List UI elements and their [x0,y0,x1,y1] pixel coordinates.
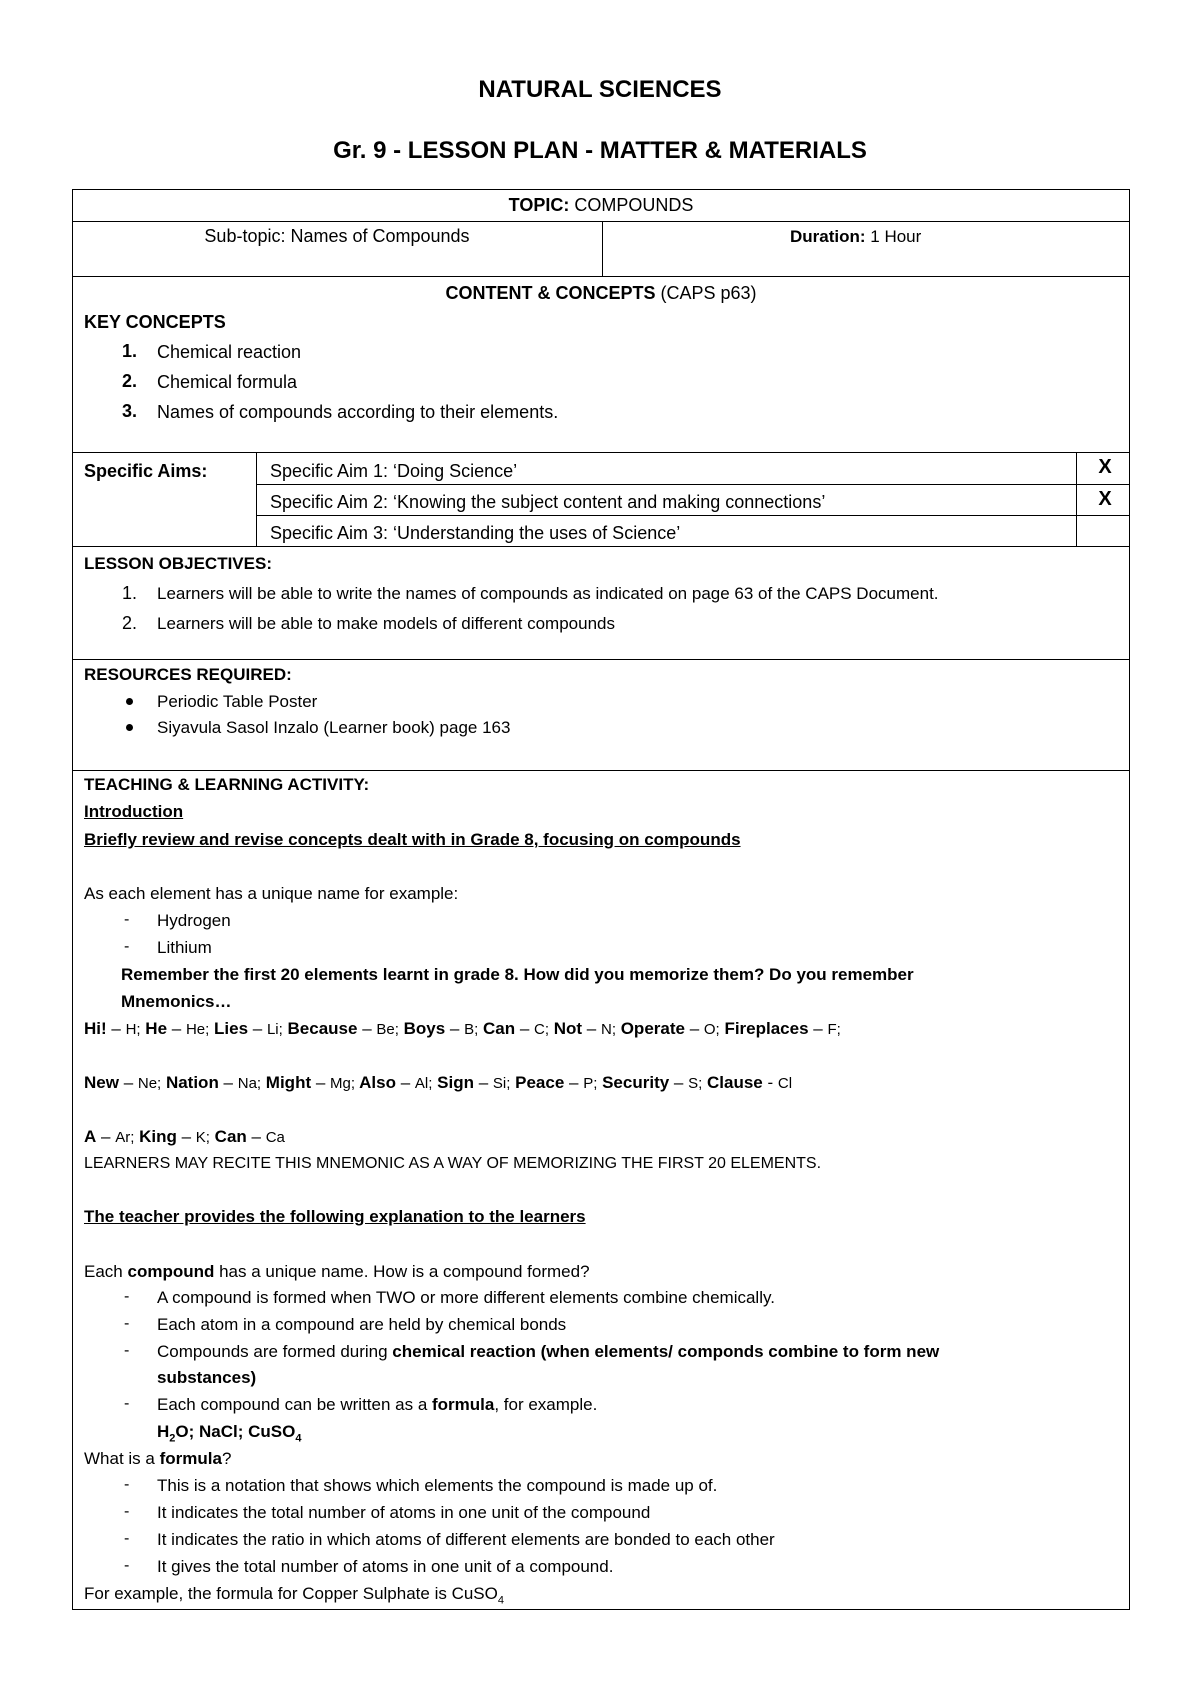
dash-marker: - [124,1342,130,1359]
mnemonic-separator: – [118,1073,138,1092]
resource-item: Periodic Table Poster [157,692,318,711]
mnemonic-symbol: O; [703,1021,720,1038]
mnemonic-separator: – [106,1019,126,1038]
key-concepts-label: KEY CONCEPTS [84,312,226,332]
mnemonic-row [84,1072,792,1095]
compound-point-continued: substances) [157,1368,257,1387]
mnemonic-symbol: Al; [414,1075,433,1092]
mnemonic-separator: – [684,1019,704,1038]
mnemonic-separator: - [762,1073,778,1092]
mnemonic-symbol: K; [195,1129,210,1146]
mnemonic-separator: – [96,1127,116,1146]
mnemonic-separator: – [669,1073,689,1092]
dash-marker: - [124,1315,130,1332]
mnemonic-word: New [84,1073,119,1092]
resource-item: Siyavula Sasol Inzalo (Learner book) page 163 [157,718,511,737]
mnemonic-symbol: Ca [265,1129,285,1146]
mnemonic-word: Can [478,1019,516,1038]
formula-point: It gives the total number of atoms in one unit of a compound. [157,1557,614,1576]
mnemonic-row [84,1126,285,1149]
mnemonic-symbol: Be; [376,1021,399,1038]
compound-point: Compounds are formed during chemical reaction (when elements/ componds combine to form new [157,1342,940,1361]
mnemonic-word: A [84,1127,97,1146]
mnemonic-row [84,1018,841,1041]
mnemonic-symbol: N; [600,1021,616,1038]
concept-item: Chemical reaction [157,342,302,362]
mnemonic-word: Security [597,1073,670,1092]
mnemonic-symbol: Si; [492,1075,511,1092]
copper-example: For example, the formula for Copper Sulphate is CuSO$_4$ [84,1584,504,1607]
mnemonic-word: Also [355,1073,396,1092]
mnemonic-separator: – [564,1073,584,1092]
mnemonic-word: Boys [398,1019,446,1038]
mnemonic-separator: – [395,1073,415,1092]
mnemonic-symbol: B; [464,1021,479,1038]
row-divider [256,515,1129,516]
review-heading: Briefly review and revise concepts dealt with in Grade 8, focusing on compounds [84,830,741,849]
compound-point: Each atom in a compound are held by chemical bonds [157,1315,567,1334]
compound-question: Each compound has a unique name. How is a compound formed? [84,1262,590,1281]
concept-item: Names of compounds according to their elements. [157,402,559,422]
aim-row: Specific Aim 1: ‘Doing Science’ [270,461,518,481]
row-divider [73,546,1129,547]
intro-heading: Introduction [84,802,184,821]
row-divider [73,276,1129,277]
mnemonic-separator: – [176,1127,196,1146]
mnemonic-word: He [140,1019,168,1038]
compound-point: A compound is formed when TWO or more different elements combine chemically. [157,1288,775,1307]
remember-line: Remember the first 20 elements learnt in grade 8. How did you memorize them? Do you remember [121,965,914,984]
mnemonic-symbol: P; [583,1075,598,1092]
dash-marker: - [124,1530,130,1547]
dash-marker: - [124,911,130,928]
mnemonic-symbol: Li; [266,1021,283,1038]
formula-point: This is a notation that shows which elements the compound is made up of. [157,1476,718,1495]
duration-cell [790,226,921,248]
mnemonic-separator: – [218,1073,238,1092]
formula-point: It indicates the total number of atoms in one unit of the compound [157,1503,651,1522]
mnemonic-word: King [134,1127,177,1146]
dash-marker: - [124,1557,130,1574]
dash-marker: - [124,1395,130,1412]
duration-value: 1 Hour [865,227,922,246]
document-subtitle: Gr. 9 - LESSON PLAN - MATTER & MATERIALS [333,137,867,164]
mnemonic-symbol: Ne; [137,1075,162,1092]
mnemonic-word: Operate [615,1019,685,1038]
mnemonic-word: Because [282,1019,358,1038]
duration-label: Duration: [790,227,866,246]
mnemonic-separator: – [808,1019,828,1038]
mnemonic-symbol: Mg; [330,1075,356,1092]
aim-row: Specific Aim 3: ‘Understanding the uses of Science’ [270,523,681,543]
mnemonic-word: Not [549,1019,583,1038]
objective-number: 2. [122,613,138,633]
mnemonic-separator: – [167,1019,186,1038]
mnemonic-word: Lies [209,1019,249,1038]
concept-number: 1. [122,341,138,361]
mnemonic-symbol: He; [185,1021,210,1038]
objective-item: Learners will be able to write the names of compounds as indicated on page 63 of the CAPS Document. [157,584,939,603]
objective-number: 1. [122,583,138,603]
element-example: Lithium [157,938,212,957]
row-divider [73,770,1129,771]
concept-number: 3. [122,401,138,421]
compound-point: Each compound can be written as a formula, for example. [157,1395,598,1414]
dash-marker: - [124,1476,130,1493]
column-divider [256,452,257,546]
column-divider [602,221,603,276]
formula-examples: $H_2O$; NaCl; CuSO$_4$ [157,1422,302,1445]
mnemonic-word: Sign [432,1073,474,1092]
objective-item: Learners will be able to make models of different compounds [157,614,615,633]
content-heading: CONTENT & CONCEPTS (CAPS p63) [445,283,757,303]
bullet-icon [126,724,133,731]
row-divider [73,659,1129,660]
mnemonic-symbol: F; [827,1021,841,1038]
mnemonic-word: Clause [702,1073,763,1092]
mnemonic-separator: – [582,1019,601,1038]
element-example: Hydrogen [157,911,231,930]
mnemonic-word: Nation [161,1073,219,1092]
mnemonic-separator: – [445,1019,465,1038]
topic-value: COMPOUNDS [569,195,694,215]
mnemonic-word: Fireplaces [719,1019,809,1038]
aim-mark: X [1098,456,1112,478]
mnemonic-symbol: Ar; [115,1129,135,1146]
resources-label: RESOURCES REQUIRED: [84,665,292,684]
bullet-icon [126,698,133,705]
formula-question: What is a formula? [84,1449,232,1468]
mnemonic-separator: – [515,1019,535,1038]
aim-row: Specific Aim 2: ‘Knowing the subject content and making connections’ [270,492,826,512]
mnemonic-separator: – [357,1019,377,1038]
mnemonic-separator: – [311,1073,331,1092]
mnemonic-symbol: C; [534,1021,550,1038]
mnemonic-word: Hi! [84,1019,107,1038]
row-divider [256,484,1129,485]
subtopic-cell: Sub-topic: Names of Compounds [204,226,470,246]
mnemonic-symbol: S; [688,1075,703,1092]
element-intro: As each element has a unique name for example: [84,884,459,903]
aim-mark: X [1098,488,1112,510]
row-divider [73,221,1129,222]
recite-note: LEARNERS MAY RECITE THIS MNEMONIC AS A WAY OF MEMORIZING THE FIRST 20 ELEMENTS. [84,1155,822,1172]
column-divider [1076,452,1077,546]
mnemonic-separator: – [473,1073,493,1092]
mnemonic-symbol: Cl [777,1075,793,1092]
remember-line: Mnemonics… [121,992,232,1011]
activity-label: TEACHING & LEARNING ACTIVITY: [84,775,370,794]
dash-marker: - [124,1503,130,1520]
dash-marker: - [124,1288,130,1305]
mnemonic-symbol: H; [125,1021,141,1038]
document-title: NATURAL SCIENCES [478,76,722,103]
topic-cell [72,194,1130,216]
dash-marker: - [124,938,130,955]
formula-point: It indicates the ratio in which atoms of different elements are bonded to each other [157,1530,775,1549]
concept-number: 2. [122,371,138,391]
mnemonic-separator: – [246,1127,266,1146]
objectives-label: LESSON OBJECTIVES: [84,554,272,573]
mnemonic-word: Can [209,1127,247,1146]
row-divider [73,452,1129,453]
specific-aims-label: Specific Aims: [84,461,208,481]
mnemonic-word: Peace [510,1073,565,1092]
topic-label: TOPIC: [508,195,570,215]
mnemonic-separator: – [248,1019,267,1038]
concept-item: Chemical formula [157,372,298,392]
mnemonic-symbol: Na; [237,1075,262,1092]
teacher-explains-heading: The teacher provides the following explanation to the learners [84,1207,586,1226]
mnemonic-word: Might [261,1073,312,1092]
